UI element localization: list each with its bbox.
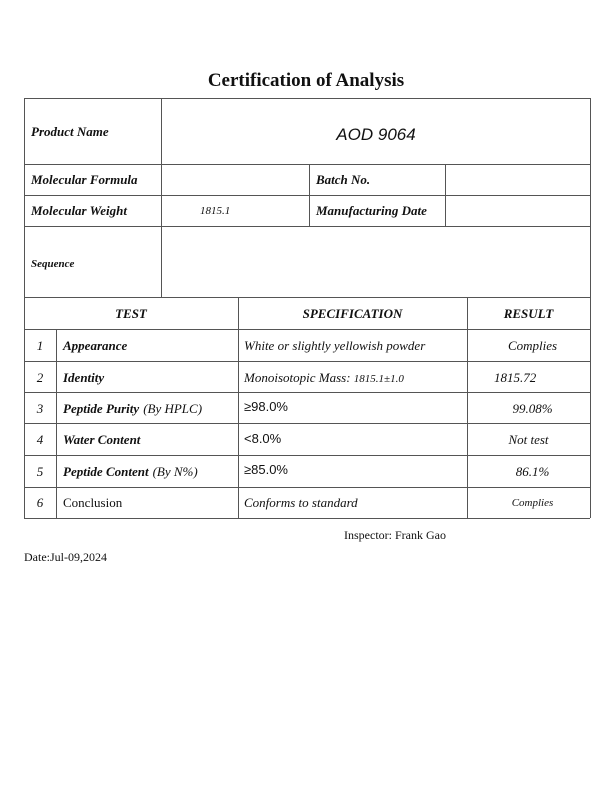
row-number: 3 [36,401,44,416]
test-specification: ≥98.0% [244,399,288,414]
test-name: Peptide Purity [63,401,140,416]
row-number: 6 [36,495,44,510]
inspector: Inspector: Frank Gao [344,528,446,542]
test-name: Appearance [63,338,128,353]
test-result: 86.1% [515,464,550,479]
molecular-formula-label: Molecular Formula [31,172,138,187]
molecular-weight-label: Molecular Weight [31,203,127,218]
sequence-label: Sequence [31,258,75,270]
test-specification: White or slightly yellowish powder [244,338,426,353]
test-name: Water Content [63,432,141,447]
test-result: Not test [508,432,549,447]
row-number: 1 [36,338,44,353]
product-name-label: Product Name [31,124,109,139]
row-number: 2 [36,370,44,385]
test-specification: <8.0% [244,431,282,446]
test-column-header: TEST [115,306,147,321]
manufacturing-date-label: Manufacturing Date [316,203,427,218]
specification-column-header: SPECIFICATION [302,306,403,321]
test-specification-row2 [244,370,404,387]
test-result: 99.08% [512,401,553,416]
test-result: Complies [507,338,558,353]
test-name-row5 [63,464,198,480]
row-number: 4 [36,432,44,447]
report-date: Date:Jul-09,2024 [24,550,107,564]
test-name-row3 [63,401,202,417]
result-column-header: RESULT [503,306,554,321]
spec-text: Monoisotopic Mass: [244,370,351,385]
test-specification: Conforms to standard [244,495,358,510]
batch-no-label: Batch No. [316,172,371,187]
product-name-value: AOD 9064 [336,125,416,144]
test-name: Identity [63,370,105,385]
test-result: 1815.72 [494,370,537,385]
row-number: 5 [36,464,44,479]
test-result: Complies [511,497,554,509]
test-qualifier: (By N%) [152,464,198,479]
test-specification: ≥85.0% [244,462,288,477]
molecular-weight-value: 1815.1 [200,205,231,217]
test-name: Peptide Content [63,464,149,479]
test-name: Conclusion [63,495,123,510]
document-title: Certification of Analysis [207,70,405,91]
test-qualifier: (By HPLC) [143,401,203,416]
spec-suffix: 1815.1±1.0 [353,373,404,385]
